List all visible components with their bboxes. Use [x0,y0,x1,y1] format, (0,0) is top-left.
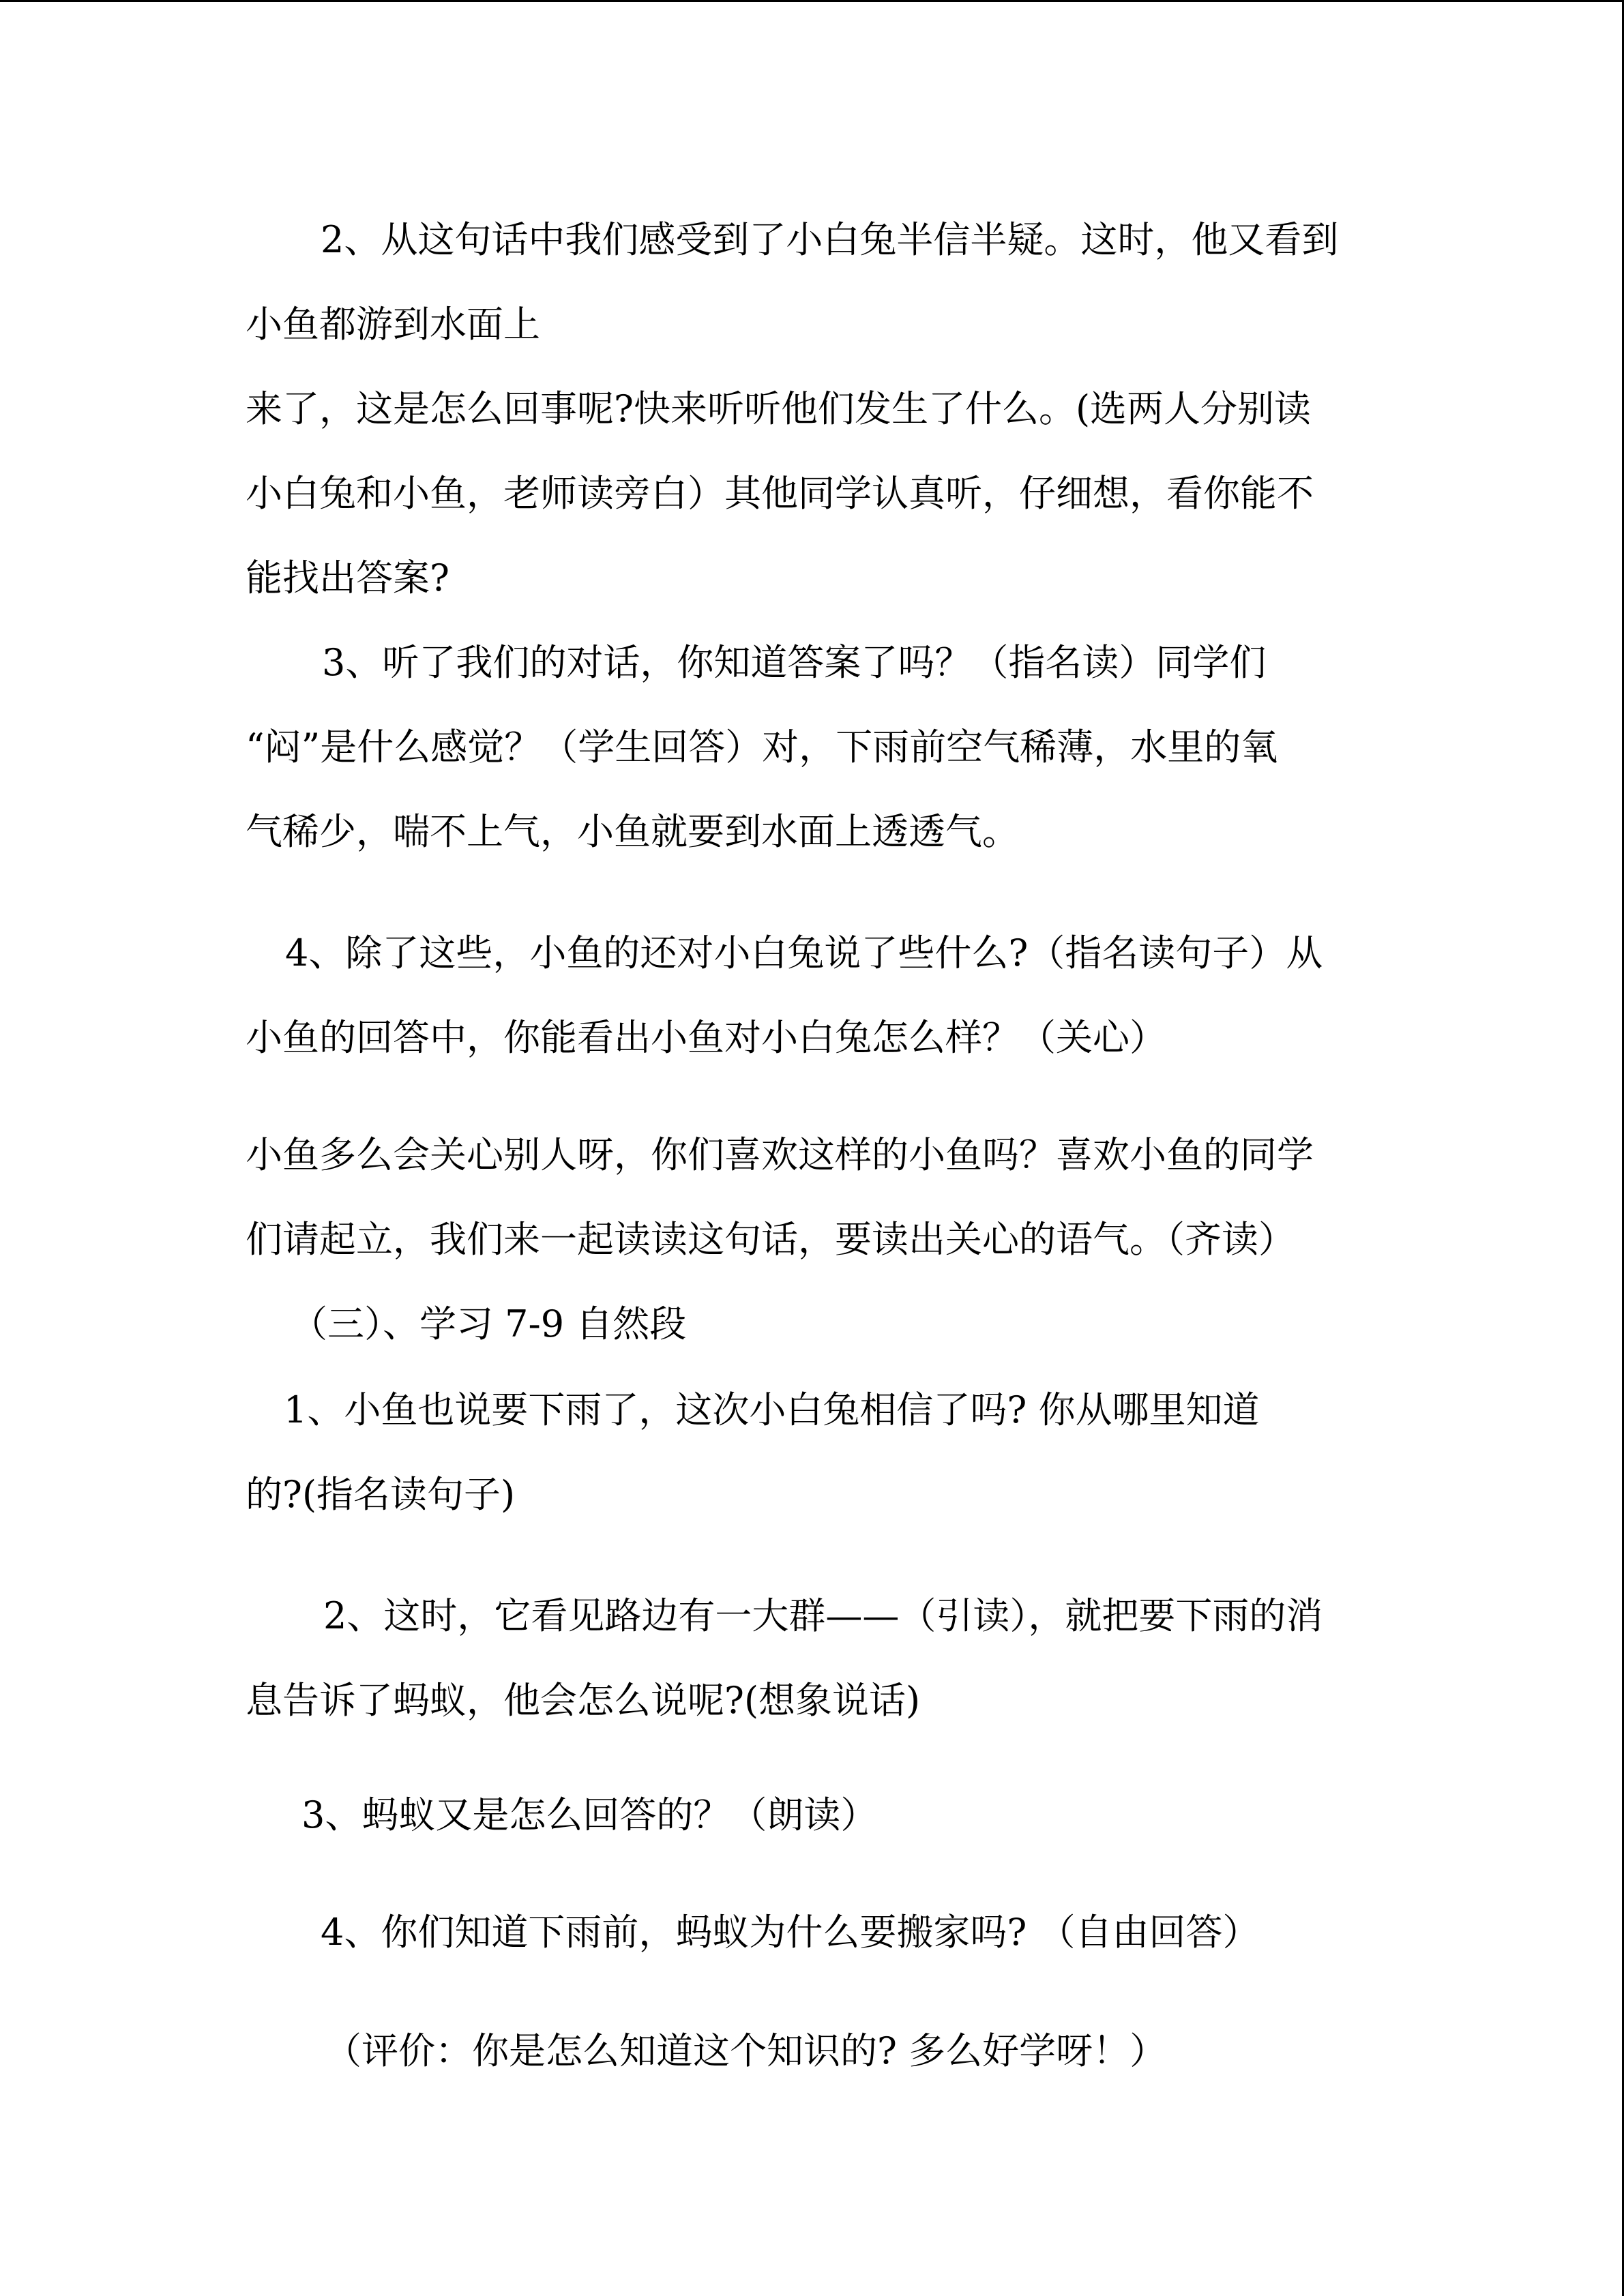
paragraph-line: 4、除了这些，小鱼的还对小白兔说了些什么?（指名读句子）从 [285,931,1323,974]
paragraph-line: 小鱼多么会关心别人呀，你们喜欢这样的小鱼吗？喜欢小鱼的同学 [246,1133,1314,1176]
paragraph-line: “闷”是什么感觉？（学生回答）对，下雨前空气稀薄，水里的氧 [246,726,1278,769]
paragraph-line: （评价：你是怎么知道这个知识的? 多么好学呀！） [325,2029,1167,2072]
page-top-border [0,0,1624,2]
paragraph-line: 小鱼的回答中，你能看出小鱼对小白兔怎么样？（关心） [246,1016,1166,1059]
paragraph-line: 能找出答案? [246,556,449,599]
paragraph-line: 1、小鱼也说要下雨了，这次小白兔相信了吗? 你从哪里知道 [284,1388,1260,1431]
paragraph-line: 3、蚂蚁又是怎么回答的？（朗读） [301,1793,878,1836]
paragraph-line: 3、听了我们的对话，你知道答案了吗？（指名读）同学们 [322,641,1267,684]
section-heading: （三）、学习 7-9 自然段 [291,1302,687,1345]
paragraph-line: 息告诉了蚂蚁，他会怎么说呢?(想象说话) [246,1679,921,1722]
paragraph-line: 的?(指名读句子) [246,1473,516,1516]
paragraph-line: 来了，这是怎么回事呢?快来听听他们发生了什么。(选两人分别读 [246,387,1312,430]
paragraph-line: 2、从这句话中我们感受到了小白兔半信半疑。这时，他又看到 [321,218,1339,261]
paragraph-line: 气稀少，喘不上气，小鱼就要到水面上透透气。 [246,810,1019,853]
paragraph-line: 小鱼都游到水面上 [246,303,540,346]
paragraph-line: 2、这时，它看见路边有一大群——（引读），就把要下雨的消 [323,1594,1323,1637]
paragraph-line: 4、你们知道下雨前，蚂蚁为什么要搬家吗? （自由回答） [321,1911,1260,1954]
paragraph-line: 小白兔和小鱼，老师读旁白）其他同学认真听，仔细想，看你能不 [246,472,1314,515]
paragraph-line: 们请起立，我们来一起读读这句话，要读出关心的语气。（齐读） [246,1218,1295,1261]
